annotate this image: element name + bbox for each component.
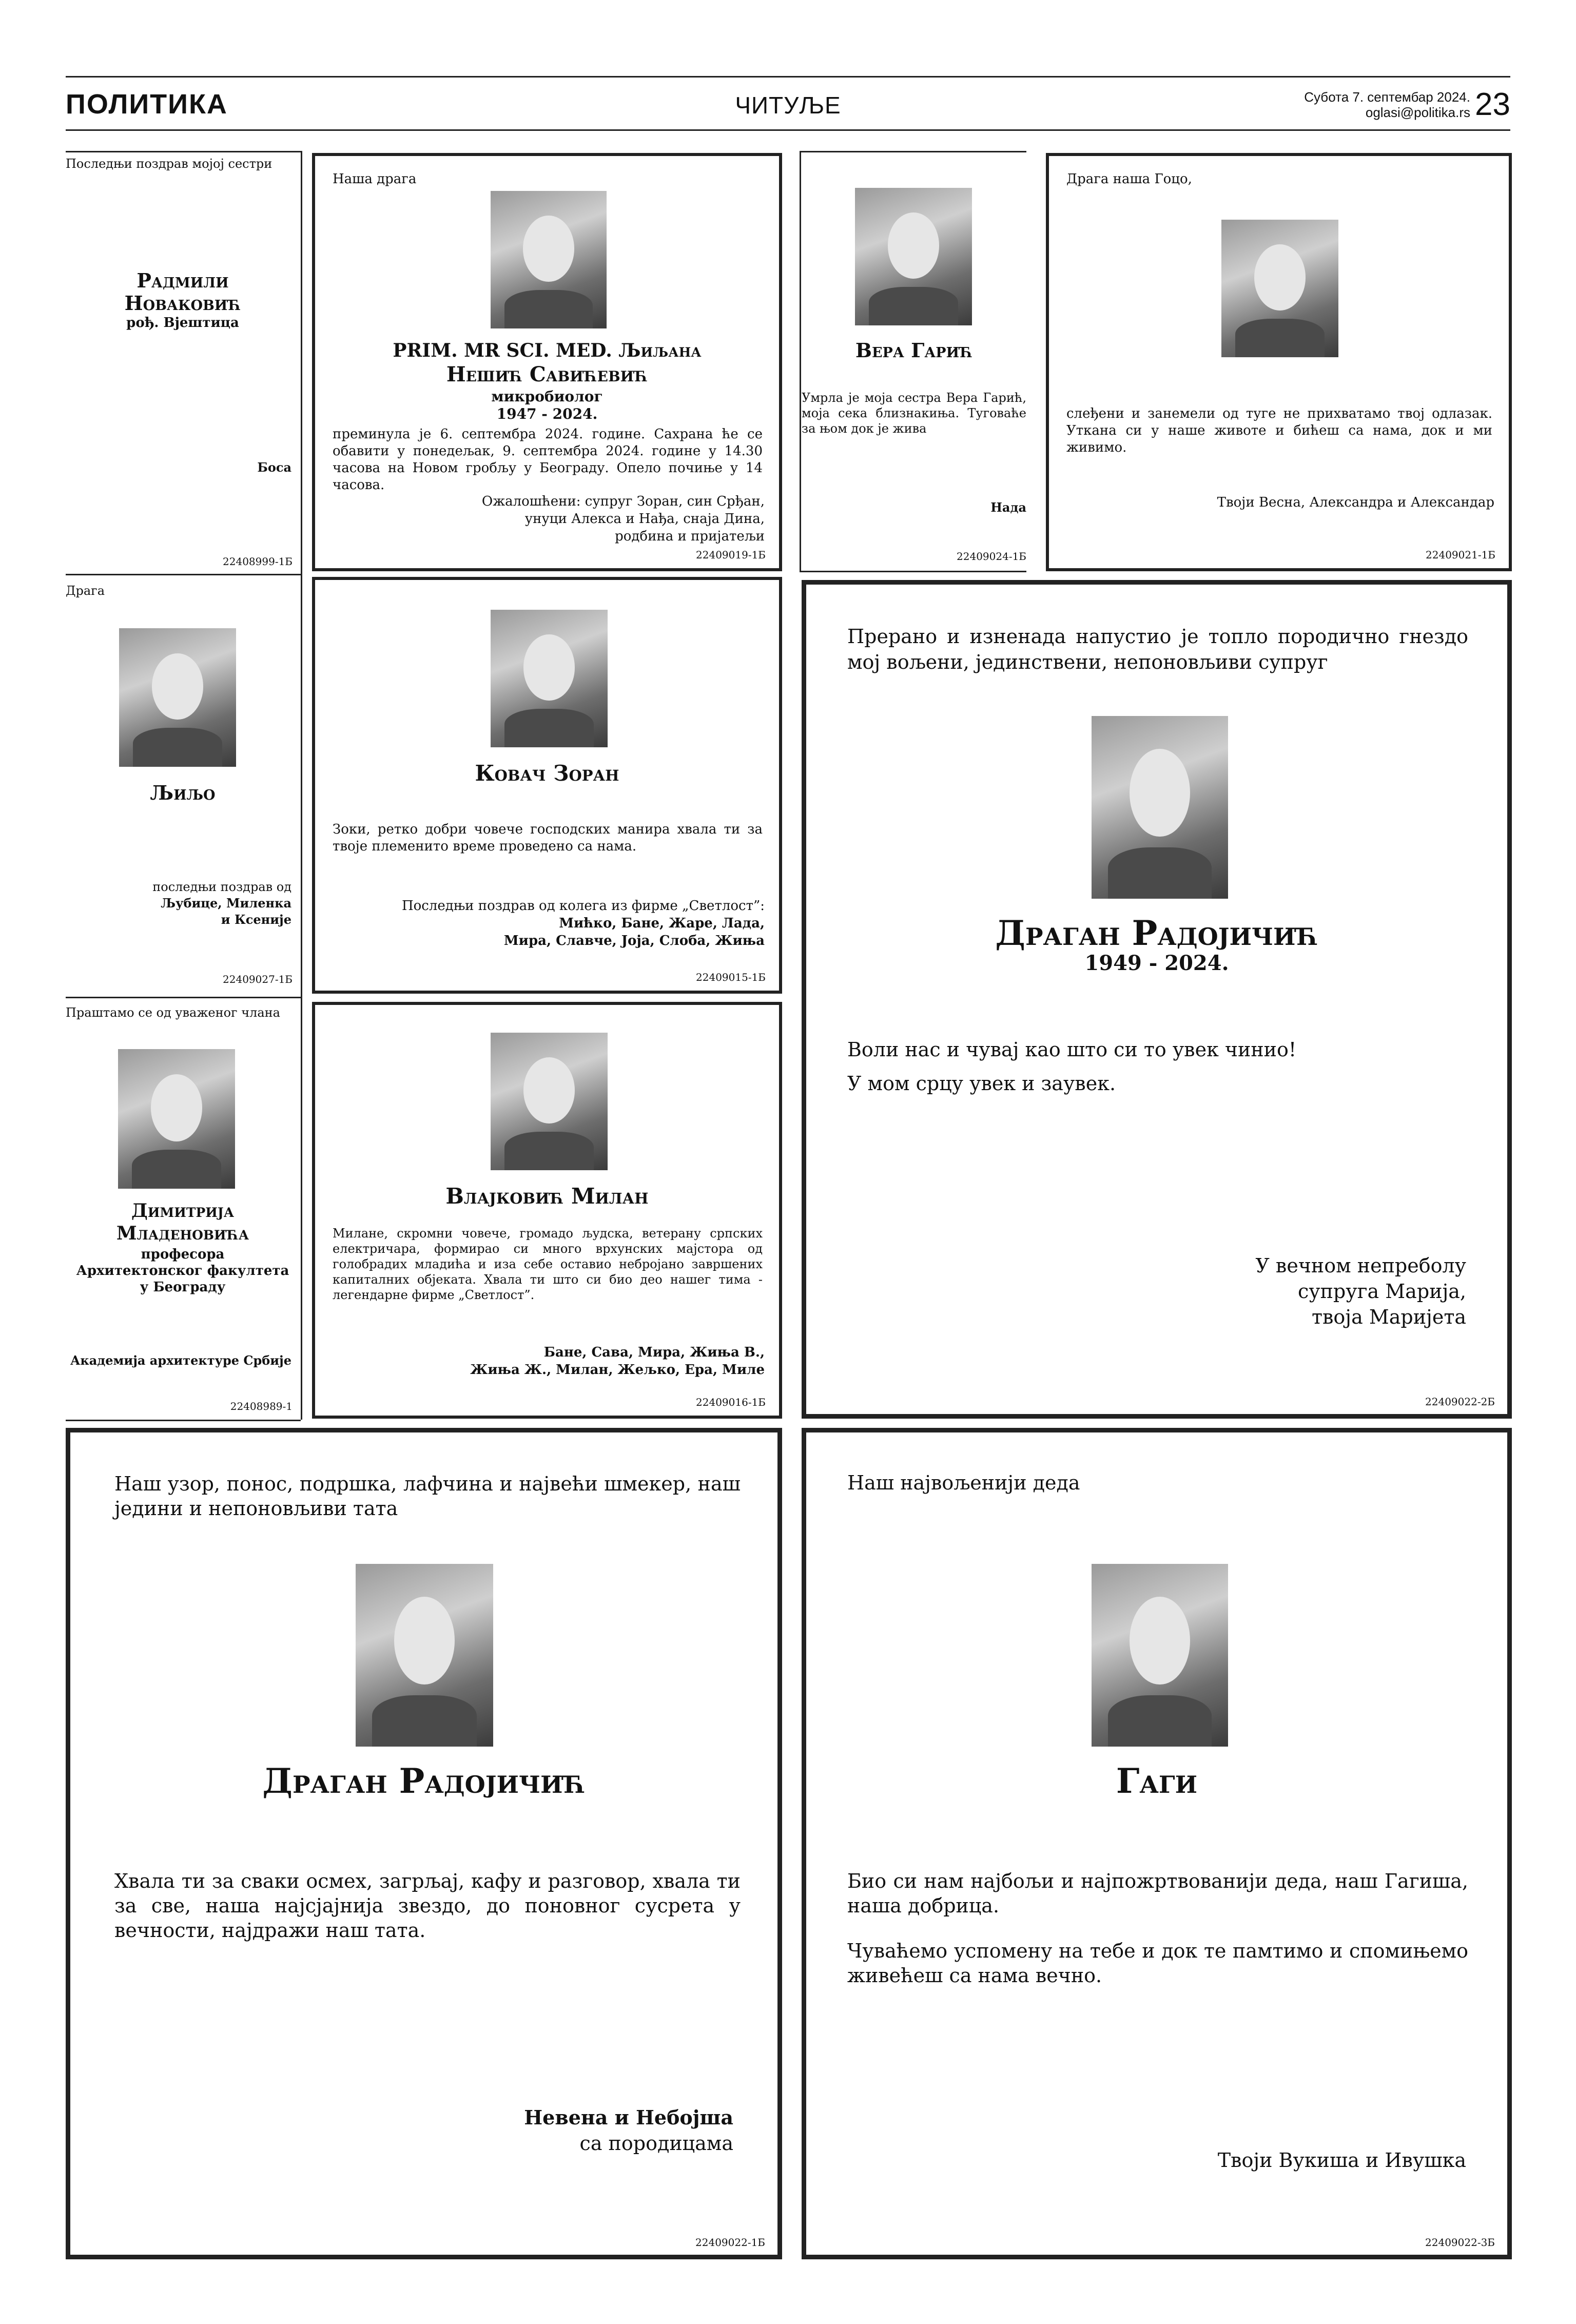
page-number: 23 <box>1475 87 1510 122</box>
ad7-photo <box>118 1049 235 1189</box>
ad9-sign2: супруга Марија, <box>1297 1280 1466 1303</box>
ad7-signature: Академија архитектуре Србије <box>70 1353 291 1368</box>
ad9-text1: Воли нас и чувај као што си то увек чинио! <box>847 1038 1297 1061</box>
ad6-sign2: Мићко, Бане, Жаре, Лада, <box>559 916 765 931</box>
obituary-vera-garic <box>802 153 1026 570</box>
header-email[interactable]: oglasi@politika.rs <box>1365 105 1470 120</box>
ad6-photo <box>491 610 608 747</box>
ad1-bottom-rule <box>66 574 301 575</box>
obituary-radojicic-children <box>66 1428 782 2259</box>
ad1-intro: Последњи поздрав мојој сестри <box>66 157 273 171</box>
ad10-text: Хвала ти за сваки осмех, загрљај, кафу и разговор, хвала ти за све, наша најсјајнија звездо, до поновног сусрета у вечности, најдражи наш тата. <box>114 1870 741 1942</box>
ad4-signature: Твоји Весна, Александра и Александар <box>1217 495 1494 510</box>
ad8-sign1: Бане, Сава, Мира, Жиња В., <box>543 1345 765 1360</box>
ad1-born: рођ. Вјештица <box>126 315 239 331</box>
ad11-name: Гаги <box>1116 1761 1198 1801</box>
ad3-photo <box>855 188 972 325</box>
obituary-goca <box>1046 153 1512 571</box>
ad11-code: 22409022-3Б <box>1425 2236 1495 2249</box>
ad7-role1: професора <box>141 1247 225 1262</box>
ad3-signature: Нада <box>990 500 1026 515</box>
ad10-intro: Наш узор, понос, подршка, лафчина и највећи шмекер, наш једини и непоновљиви тата <box>114 1473 741 1520</box>
ad9-name: Драган Радојичић <box>995 913 1318 953</box>
ad1-signature: Боса <box>257 460 291 475</box>
ad3-text: Умрла је моја сестра Вера Гарић, моја сека близнакиња. Туговаће за њом док је жива <box>802 391 1026 436</box>
ad5-text3: и Ксеније <box>221 912 291 927</box>
ad8-photo <box>491 1033 608 1170</box>
ad9-code: 22409022-2Б <box>1425 1396 1495 1408</box>
ad2-mourners3: родбина и пријатељи <box>615 529 765 544</box>
ad4-text: слеђени и занемели од туге не прихватамо твој одлазак. Уткана си у наше животе и бићеш са нама, док и ми живимо. <box>1066 406 1492 455</box>
ad3-code: 22409024-1Б <box>957 550 1026 563</box>
obituary-radojicic-wife <box>802 580 1512 1419</box>
ad11-photo <box>1092 1564 1228 1747</box>
ad10-code: 22409022-1Б <box>695 2236 765 2249</box>
ad7-bottom-rule <box>66 1420 301 1421</box>
ad6-code: 22409015-1Б <box>696 971 766 983</box>
ad8-signature <box>470 1344 765 1379</box>
ad11-text2: Чуваћемо успомену на тебе и док те памтимо и спомињемо живећеш са нама вечно. <box>847 1940 1468 1987</box>
col3-divider <box>800 151 801 572</box>
ad9-years: 1949 - 2024. <box>1084 951 1229 975</box>
ad3-name: Вера Гарић <box>855 339 973 362</box>
ad7-code: 22408989-1 <box>230 1400 293 1412</box>
ad5-text <box>152 879 291 928</box>
ad7-role2: Архитектонског факултета <box>76 1263 289 1279</box>
ad2-photo <box>491 191 607 328</box>
header-bottom-rule <box>66 129 1510 131</box>
ad5-photo <box>119 628 236 767</box>
ad9-signature <box>1255 1253 1466 1330</box>
ad5-text1: последњи поздрав од <box>152 880 291 894</box>
header-date: Субота 7. септембар 2024. <box>1304 89 1470 105</box>
ad7-intro: Праштамо се од уваженог члана <box>66 1005 280 1020</box>
ad8-name: Влајковић Милан <box>445 1184 649 1209</box>
obituary-nesic-savicevic <box>312 153 782 571</box>
ad2-profession: микробиолог <box>491 388 603 405</box>
ad2-name: Нешић Савићевић <box>446 362 648 386</box>
obituary-kovac-zoran <box>312 577 782 994</box>
ad1-name2: Новаковић <box>124 292 241 315</box>
ad9-intro: Прерано и изненада напустио је топло породично гнездо мој вољени, јединствени, непоновљиви супруг <box>847 625 1468 673</box>
ad10-name: Драган Радојичић <box>262 1761 586 1801</box>
ad10-sign2: са породицама <box>579 2132 733 2155</box>
ad4-intro: Драга наша Гоцо, <box>1066 171 1192 187</box>
col3-bottom-rule <box>800 571 1026 572</box>
obituary-vlajkovic-milan <box>312 1002 782 1419</box>
section-title: ЧИТУЉЕ <box>735 92 841 119</box>
ad2-title: PRIM. MR SCI. MED. Љиљана <box>393 340 702 361</box>
ad10-photo <box>356 1564 493 1747</box>
ad11-signature: Твоји Вукиша и Ивушка <box>1217 2149 1466 2172</box>
ad6-text: Зоки, ретко добри човече господских манира хвала ти за твоје племенито време проведено са нама. <box>333 822 763 854</box>
ad4-code: 22409021-1Б <box>1426 549 1495 561</box>
ad10-sign1: Невена и Небојша <box>524 2106 733 2129</box>
ad7-name1: Димитрија <box>131 1200 235 1222</box>
ad1-code: 22408999-1Б <box>223 555 293 568</box>
ad6-name: Ковач Зоран <box>475 761 619 786</box>
ad7-name2: Младеновића <box>116 1223 249 1244</box>
ad8-sign2: Жиња Ж., Милан, Жељко, Ера, Миле <box>470 1362 765 1378</box>
masthead-logo[interactable]: ПОЛИТИКА <box>66 89 228 120</box>
ad5-intro: Драга <box>66 584 105 598</box>
ad10-signature <box>524 2105 733 2156</box>
ad11-text1: Био си нам најбољи и најпожртвованији деда, наш Гагиша, наша добрица. <box>847 1870 1468 1917</box>
obituary-gagi <box>802 1428 1512 2259</box>
ad5-code: 22409027-1Б <box>223 973 293 985</box>
header-top-rule <box>66 76 1510 78</box>
ad7-role3: у Београду <box>140 1280 226 1295</box>
ad11-intro: Наш највољенији деда <box>847 1471 1080 1494</box>
col3-top-rule <box>800 151 1026 152</box>
obituary-mladenovic <box>66 999 300 1420</box>
ad7-role <box>66 1246 300 1295</box>
col1-divider <box>301 151 302 1420</box>
ad2-mourners <box>482 493 765 545</box>
ad9-text2: У мом срцу увек и заувек. <box>847 1072 1116 1095</box>
obituary-novakovic <box>66 152 300 575</box>
ad6-signature <box>402 897 765 950</box>
header-date-block <box>1162 89 1470 120</box>
ad9-photo <box>1092 716 1228 899</box>
ad9-sign3: твоја Маријета <box>1312 1306 1466 1328</box>
ad2-text: преминула је 6. септембра 2024. године. Сахрана ће се обавити у понедељак, 9. септембра 2024. године у 14.30 часова на Новом гробљу у Београду. Опело почиње у 14 часова. <box>333 427 763 493</box>
ad5-text2: Љубице, Миленка <box>161 896 291 911</box>
ad6-sign1: Последњи поздрав од колега из фирме „Светлост”: <box>401 898 765 914</box>
ad2-intro: Наша драга <box>333 171 417 187</box>
ad9-sign1: У вечном непреболу <box>1255 1254 1466 1277</box>
ad4-photo <box>1221 220 1338 357</box>
ad5-name: Љиљо <box>150 781 216 804</box>
ad2-years: 1947 - 2024. <box>496 405 598 422</box>
ad5-bottom-rule <box>66 997 301 998</box>
ad8-code: 22409016-1Б <box>696 1396 766 1408</box>
ad2-mourners2: унуци Алекса и Нађа, снаја Дина, <box>524 511 765 527</box>
ad2-code: 22409019-1Б <box>696 549 766 561</box>
ad2-mourners1: Ожалошћени: супруг Зоран, син Срђан, <box>481 494 765 509</box>
ad8-text: Милане, скромни човече, громадо људска, ветерану српских електричара, формирао си много врхунских мајстора од голобрадих младића и иза себе оставио небројано завршених капиталних објеката. Хвала ти што си био део нашег тима - легендарне фирме „Светлост”. <box>333 1226 763 1302</box>
ad1-name1: Радмили <box>137 269 229 292</box>
obituary-ljiljo <box>66 576 300 997</box>
ad6-sign3: Мира, Славче, Јоја, Слоба, Жиња <box>503 933 765 948</box>
